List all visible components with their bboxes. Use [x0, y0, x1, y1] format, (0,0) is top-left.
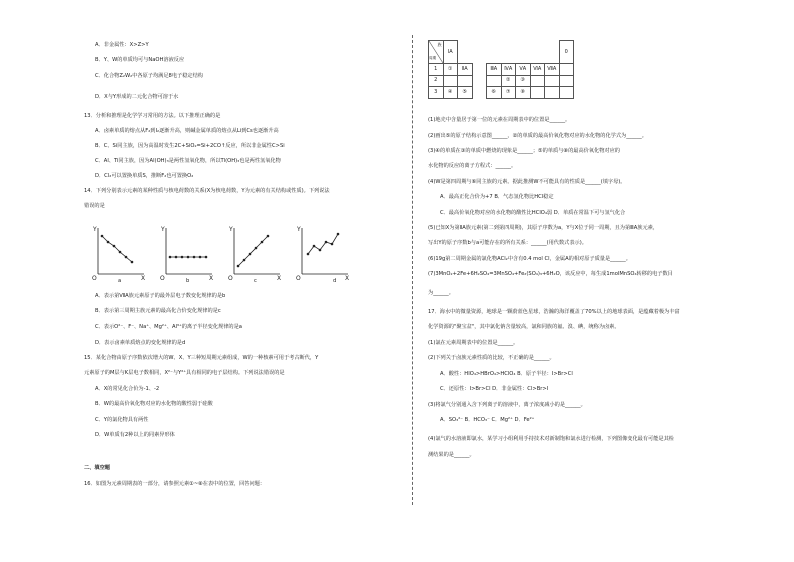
- table-corner-group: 族: [437, 42, 442, 47]
- graph-d-origin: O: [296, 275, 301, 282]
- table-corner: [429, 41, 444, 64]
- q17-part4: (4)氯气的水溶液即氯水，某学习小组利用手持技术对新制饱和氯水进行检测，下列图像变化最有可能是其检: [428, 436, 674, 442]
- option-b-q13: B．C、Si同主族，因为高温时发生2C+SiO₂=Si+2CO↑反应，所以非金属性C>Si: [95, 143, 285, 149]
- group-iva-header: ⅣA: [501, 64, 516, 76]
- question-14: 14．下列分别表示元素的某种性质与核电荷数的关系(X为核电荷数，Y为元素的有关结构或性质)。下列说法: [84, 188, 330, 194]
- group-va-header: ⅤA: [516, 64, 531, 76]
- group-viia-header: ⅦA: [545, 64, 560, 76]
- graph-d: [294, 224, 356, 282]
- option-d-q12: D．X与Y形成的二元化合物可溶于水: [95, 94, 179, 100]
- q16-part7: (7)3MnO₂+2Fe+6H₂SO₄=3MnSO₄+Fe₂(SO₄)₃+6H₂O，该反应中，每生成1molMnSO₄转移的电子数目: [428, 271, 673, 277]
- cell-ia-row2: [443, 75, 458, 87]
- q17-part1: (1)氯在元素周期表中的位置是______。: [428, 340, 519, 346]
- graph-a-y-label: Y: [93, 226, 97, 233]
- option-a-q13: A．卤素单质的熔点从F₂到I₂逐渐升高，则碱金属单质的熔点从Li到Cs也逐渐升高: [95, 128, 279, 134]
- graph-label-d: d: [333, 278, 337, 284]
- graph-a-x-label: X: [141, 275, 146, 282]
- option-c-q15: C．Y的氯化物具有两性: [95, 417, 149, 423]
- element-2: ②: [501, 75, 516, 87]
- q17-part3: (3)将氯气分别通入含下列离子的溶液中，离子浓度减小的是______。: [428, 402, 586, 408]
- q16-part4: (4)W是第四周期与⑥同主族的元素。据此推测W不可能具有的性质是______(填字母)。: [428, 179, 626, 185]
- q17-part2-ab: A．酸性：HIO₄>HBrO₄>HClO₄ B．原子半径：I>Br>Cl: [440, 371, 573, 377]
- q16-part3-cont: 水化物的反应的离子方程式：______。: [428, 163, 517, 169]
- graph-c-x-label: X: [277, 275, 282, 282]
- option-a-q12: A．非金属性：X>Z>Y: [95, 42, 149, 48]
- graph-b-origin: O: [160, 275, 165, 282]
- cell-viia-row2: [545, 75, 560, 87]
- graph-d-plot: [294, 224, 356, 282]
- option-b-q14: B．表示第三周期主族元素的最高化合价变化规律的是c: [95, 308, 221, 314]
- question-17-cont: 化学资源的"聚宝盆"，其中氯化钠含量较高，氯和同族的氟、溴、碘，统称为卤素。: [428, 324, 620, 330]
- q17-part4-cont: 测结果的是______。: [428, 452, 475, 458]
- group-via-header: ⅥA: [530, 64, 545, 76]
- element-8: ⑧: [516, 87, 531, 99]
- group-ia-header: ⅠA: [443, 41, 458, 64]
- q16-part4-cd: C．最高价氧化物对应的水化物的酸性比HClO₄弱 D．单质在常温下可与氢气化合: [440, 210, 626, 216]
- q16-part4-ab: A．最高正化合价为+7 B．气态氢化物比HCl稳定: [440, 194, 554, 200]
- period-3: 3: [429, 87, 444, 99]
- period-2: 2: [429, 75, 444, 87]
- question-15: 15．某化合物由原子序数依次增大的W、X、Y三种短周期元素组成，W的一种核素可用于考古断代，Y: [84, 355, 319, 361]
- graph-c-plot: [226, 224, 288, 282]
- graph-label-c: c: [254, 278, 257, 284]
- table-corner-period: 周期: [429, 56, 437, 61]
- q16-part5: (5)已知X为第ⅡA族元素(第二到第四周期)，其原子序数为a，Y与X位于同一周期，且为第ⅢA族元素，: [428, 225, 659, 231]
- option-a-q14: A．表示第ⅦA族元素原子的最外层电子数变化规律的是b: [95, 293, 226, 299]
- question-17: 17．海水中的微量资源，地球是一颗蔚蓝色星球，浩瀚的海洋覆盖了70%以上的地球表面，是蕴藏着极为丰富: [428, 309, 680, 315]
- graph-label-a: a: [118, 278, 122, 284]
- q16-part2: (2)画出⑤的原子结构示意图______，②的单质的最高价氧化物对应的水化物的化学式为______。: [428, 133, 647, 139]
- graph-c-origin: O: [228, 275, 233, 282]
- q17-part2-cd: C．还原性：I>Br>Cl D．非金属性：Cl>Br>I: [440, 386, 549, 392]
- question-14-cont: 错误的是: [84, 203, 105, 209]
- element-7: ⑦: [501, 87, 516, 99]
- graph-b-y-label: Y: [161, 226, 165, 233]
- q16-part3: (3)④的单质在③的单质中燃烧的现象是______；⑤的单质与⑧的最高价氧化物对应的: [428, 148, 620, 154]
- option-c-q14: C．表示O²⁻、F⁻、Na⁺、Mg²⁺、Al³⁺的离子半径变化规律的是a: [95, 324, 242, 330]
- element-4: ④: [443, 87, 458, 99]
- group-0-header: 0: [559, 41, 574, 64]
- q16-part1: (1)地壳中含量居于第一位的元素在周期表中的位置是______。: [428, 117, 571, 123]
- cell-0-row3: [559, 87, 574, 99]
- graph-a: [90, 224, 152, 282]
- element-6: ⑥: [487, 87, 502, 99]
- graph-c: [226, 224, 288, 282]
- section-fill-blank-heading: 二、填空题: [84, 465, 110, 471]
- group-iiia-header: ⅢA: [487, 64, 502, 76]
- cell-0-row2: [559, 75, 574, 87]
- cell-iiia-row2: [487, 75, 502, 87]
- element-3: ③: [516, 75, 531, 87]
- option-b-q15: B．W的最高价氧化物对应的水化物的酸性弱于硅酸: [95, 401, 213, 407]
- graph-label-b: b: [186, 278, 190, 284]
- q16-part5-cont: 写出Y的原子序数b与a可能存在的所有关系：______(用代数式表示)。: [428, 240, 587, 246]
- q17-part3-options: A．SO₃²⁻ B．HCO₃⁻ C．Mg²⁺ D．Fe²⁺: [440, 417, 535, 423]
- q16-part6: (6)19g第二周期金属的氯化物ACl₂中含有0.4 mol Cl，金属A的相对原子质量是______。: [428, 256, 631, 262]
- graph-c-y-label: Y: [229, 226, 233, 233]
- question-13: 13．分析和推理是化学学习常用的方法。以下推理正确的是: [84, 113, 221, 119]
- graph-b-plot: [158, 224, 220, 282]
- graph-d-y-label: Y: [297, 226, 301, 233]
- question-16: 16．如图为元素周期表的一部分，请参照元素①~⑧在表中的位置，回答问题：: [84, 481, 266, 487]
- element-1: ①: [443, 64, 458, 76]
- q17-part2: (2)下列关于卤族元素性质的比较，不正确的是______。: [428, 355, 555, 361]
- graph-a-origin: O: [92, 275, 97, 282]
- element-5: ⑤: [458, 87, 473, 99]
- option-b-q12: B．Y、W的单质均可与NaOH溶液反应: [95, 57, 185, 63]
- option-d-q13: D．Cl₂可以置换单质S，推断F₂也可置换O₂: [95, 173, 194, 179]
- graph-d-x-label: X: [345, 275, 350, 282]
- option-d-q15: D．W单质有2种以上的同素异形体: [95, 432, 175, 438]
- period-1: 1: [429, 64, 444, 76]
- option-a-q15: A．X的常见化合价为-1、-2: [95, 386, 160, 392]
- option-c-q12: C．化合物Z₂W₂中各原子均满足8电子稳定结构: [95, 73, 203, 79]
- group-iia-header: ⅡA: [458, 64, 473, 76]
- option-c-q13: C．Al、Ti同主族，因为Al(OH)₃是两性氢氧化物，所以Tl(OH)₃也是两性氢氧化物: [95, 158, 281, 164]
- question-15-cont: 元素原子的M层与K层电子数相同，X²⁻与Y²⁺具有相同的电子层结构。下列说法错误的是: [84, 370, 285, 376]
- column-divider: [412, 35, 413, 505]
- periodic-table-fragment: [428, 40, 574, 99]
- q16-part7-cont: 为______。: [428, 290, 454, 296]
- cell-viia-row3: [545, 87, 560, 99]
- option-d-q14: D．表示卤素单质熔点的变化规律的是d: [95, 340, 186, 346]
- cell-via-row3: [530, 87, 545, 99]
- cell-via-row2: [530, 75, 545, 87]
- cell-iia-row2: [458, 75, 473, 87]
- cell-0-row1: [559, 64, 574, 76]
- graph-b: [158, 224, 220, 282]
- graph-a-plot: [90, 224, 152, 282]
- graph-b-x-label: X: [209, 275, 214, 282]
